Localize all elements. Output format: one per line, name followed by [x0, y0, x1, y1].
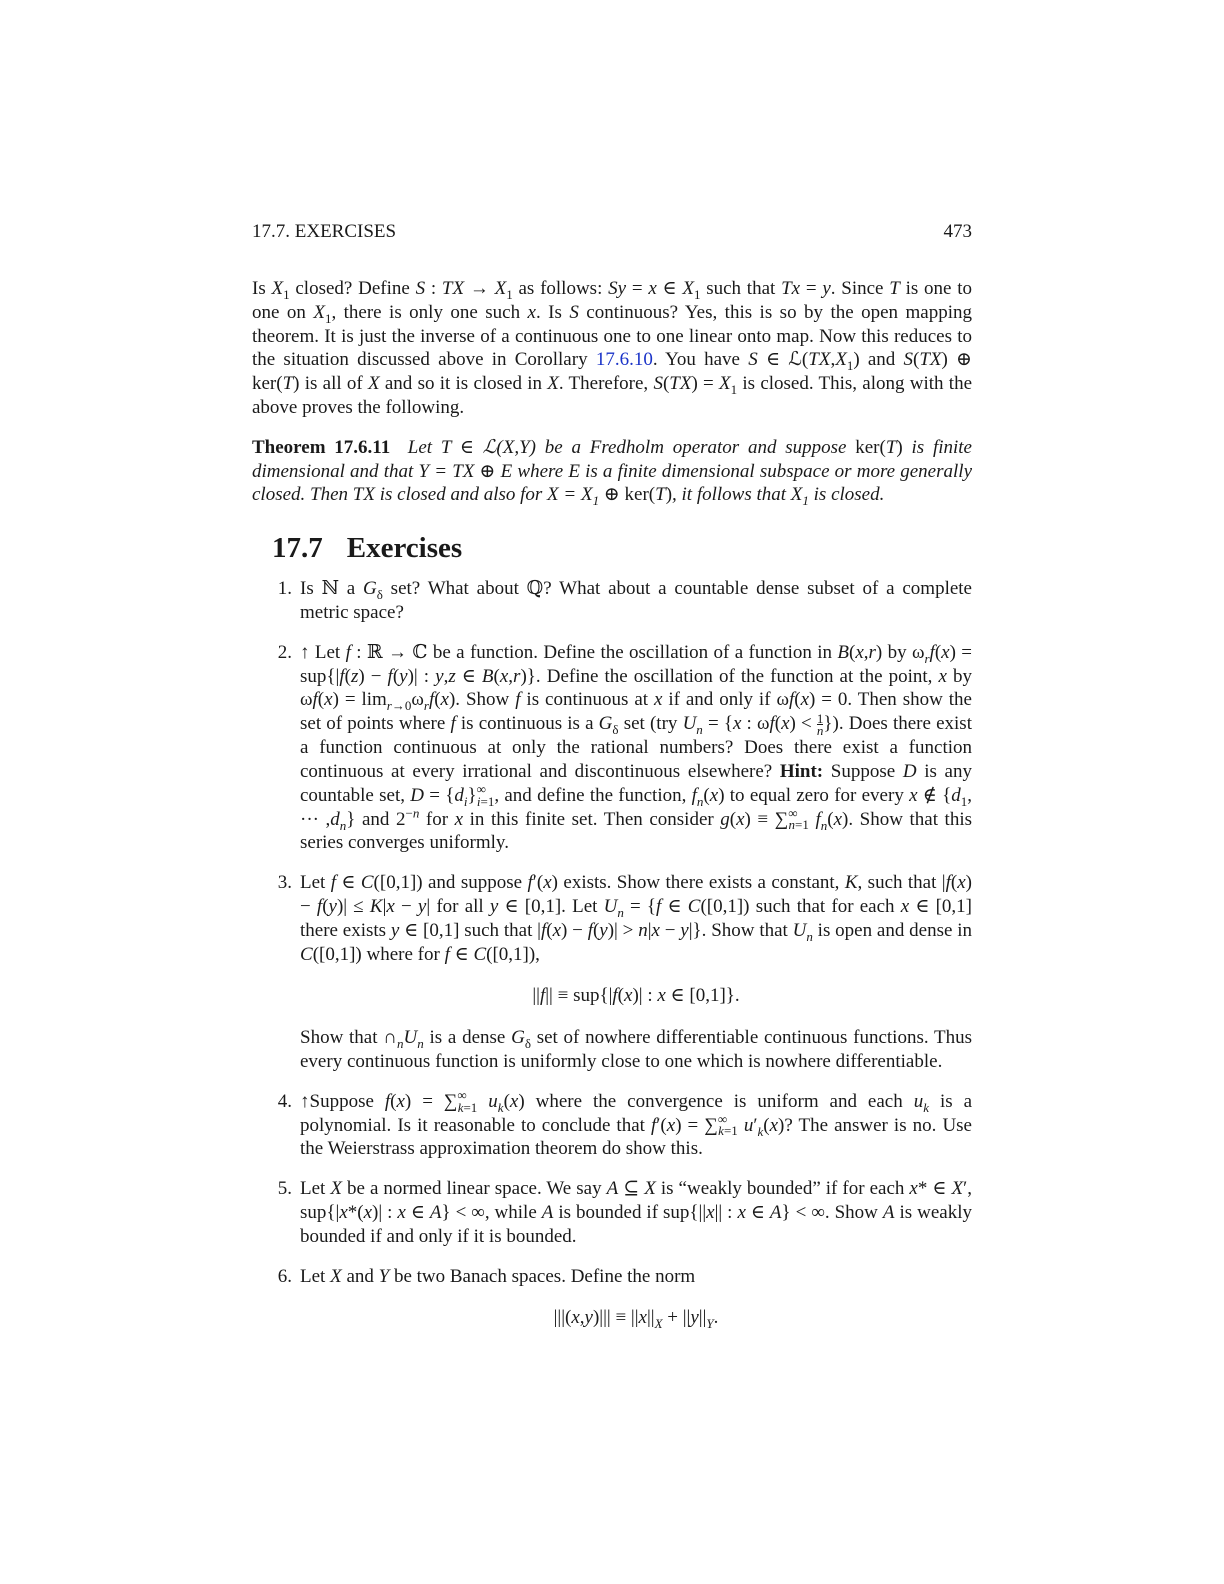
exercise-3: [252, 871, 972, 1074]
exercise-number: 3.: [277, 872, 292, 894]
exercise-5: [252, 1177, 972, 1248]
page-number: 473: [943, 221, 972, 242]
exercise-body: ↑Suppose $f(x) = \sum^\infty_{k=1}$ $u_k(x)$ where the convergence is uniform and each $u_k$ is a polynomial. Is it reasonable to conclude that $f'(x) = \sum^\infty_{k=1}$ $u'_k(x)$? The answer is no. Use the Weierstrass approximation theorem do show this.: [300, 1087, 973, 1160]
exercise-6: [252, 1265, 972, 1349]
exercise-1: [252, 577, 972, 625]
theorem-label: Theorem 17.6.11: [252, 436, 391, 458]
exercise-number: 5.: [277, 1178, 292, 1200]
exercise-number: 2.: [277, 641, 292, 663]
exercise-body: Let X and Y be two Banach spaces. Define the norm $|||(x,y)||| \equiv ||x||_X + ||y||_Y$.: [300, 1265, 972, 1349]
exercise-body: Let X be a normed linear space. We say A ⊆ X is “weakly bounded” if for each x* ∈ X′, sup{|x*(x)| : x ∈ A} < ∞, while A is bounded if sup{||x|| : x ∈ A} < ∞. Show A is weakly bounded if and only if it is bounded.: [300, 1178, 972, 1247]
corollary-link[interactable]: 17.6.10: [595, 349, 653, 371]
theorem-17-6-11: Theorem 17.6.11 Let T ∈ ℒ(X,Y) be a Fredholm operator and suppose ker(T) is finite dimensional and that Y = TX ⊕ E where E is a finite dimensional subspace or more generally closed. Then TX is closed and also for $X = X_1$ ⊕ ker(T), it follows that $X_1$ is closed.: [252, 436, 973, 509]
exercise-number: 1.: [277, 578, 292, 600]
display-equation: $|||(x,y)||| \equiv ||x||_X + ||y||_Y$.: [553, 1307, 719, 1332]
intro-paragraph: Is $X_1$ closed? Define S : TX → $X_1$ as follows: Sy = x ∈ $X_1$ such that Tx = y. Since T is one to one on $X_1$, there is only one such x. Is S continuous? Yes, this is so by the open mapping theorem. It is just the inverse of a continuous one to one linear onto map. Now this reduces to the situation discussed above in Corollary 17.6.10. You have S ∈ $ℒ(TX,X_1)$ and S(TX) ⊕ ker(T) is all of X and so it is closed in X. Therefore, $S(TX) = X_1$ is closed. This, along with the above proves the following.: [252, 278, 973, 418]
exercise-body: Let f ∈ C([0,1]) and suppose f′(x) exists. Show there exists a constant, K, such that |f(x) − f(y)| ≤ K|x − y| for all y ∈ [0,1]. Let $U_n = \{f$ ∈ C([0,1]) such that for each x ∈ [0,1] there exists y ∈ [0,1] such that |f(x) − f(y)| > n|x − y|}. Show that $U_n$ is open and dense in C([0,1]) where for f ∈ C([0,1]), ||f|| ≡ sup{|f(x)| : x ∈ [0,1]}. Show that $\cap_nU_n$ is a dense $G_\delta$ set of nowhere differentiable continuous functions. Thus every continuous function is uniformly close to one which is nowhere differentiable.: [300, 872, 972, 1073]
exercise-2: [252, 641, 972, 856]
exercise-body: Is ℕ a $G_\delta$ set? What about ℚ? What about a countable dense subset of a complete metric space?: [300, 578, 972, 623]
exercise-number: 4.: [277, 1090, 292, 1112]
section-title: Exercises: [346, 532, 463, 565]
display-equation: ||f|| ≡ sup{|f(x)| : x ∈ [0,1]}.: [532, 985, 740, 1007]
exercise-4: [252, 1087, 973, 1161]
running-header: [252, 220, 972, 244]
exercise-number: 6.: [277, 1265, 292, 1287]
exercise-list: [252, 577, 972, 1348]
section-heading: [272, 531, 972, 565]
header-section: 17.7. EXERCISES: [252, 221, 397, 242]
section-number: 17.7: [272, 532, 323, 565]
exercise-body: ↑ Let f : ℝ → ℂ be a function. Define the oscillation of a function in B(x,r) by $\omega_rf(x) = sup\{|f(z) - f(y)|$ : y,z ∈ B(x,r)}. Define the oscillation of the function at the point, x by $\omega f(x) = \lim_{r\to 0}\omega_rf(x)$. Show f is continuous at x if and only if ωf(x) = 0. Then show the set of points where f is continuous is a $G_\delta$ set (try $U_n = \{x$ : ωf(x) < $\frac{1}{n}$ }). Does there exist a function continuous at only the rational numbers? Does there exist a function continuous at every irrational and discontinuous elsewhere? Hint: Suppose D is any countable set, $D = \{d_i\}^\infty_{i=1}$, and define the function, $f_n(x)$ to equal zero for every x ∉ {$d_1$, ··· $,d_n$} and $2^{-n}$ for x in this finite set. Then consider $g(x) \equiv \sum^\infty_{n=1}$ $f_n(x)$. Show that this series converges uniformly.: [300, 641, 973, 854]
page-content: [252, 277, 972, 1364]
